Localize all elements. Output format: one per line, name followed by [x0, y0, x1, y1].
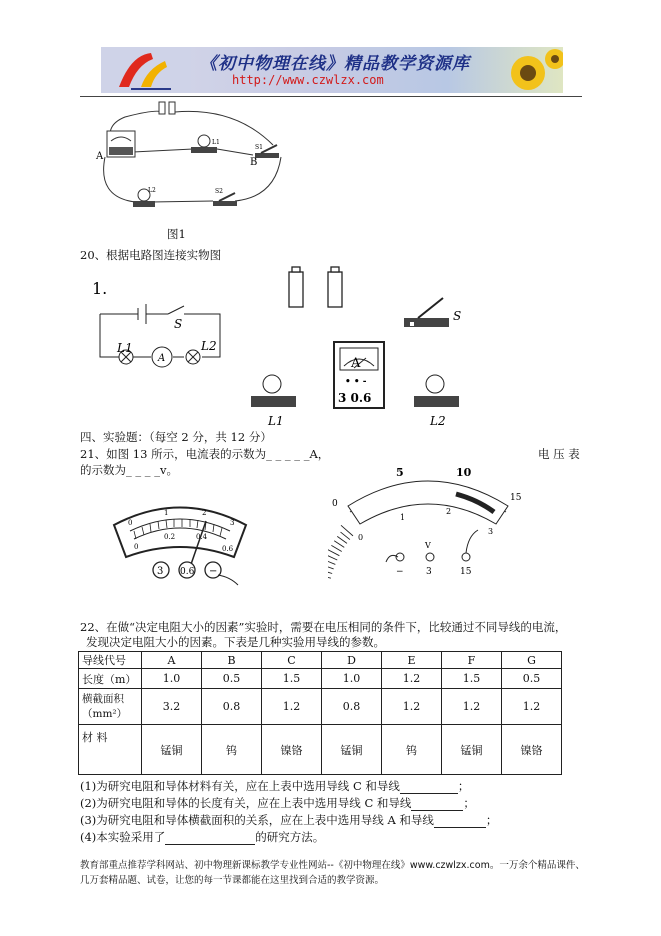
q22-sub4-text: (4)本实验采用了 — [80, 830, 166, 844]
ammeter-signs: • • - — [345, 377, 367, 387]
row-label: 材 料 — [79, 725, 142, 775]
dial-top-tick-1: 1 — [164, 509, 169, 517]
q22-line1: 22、在做“决定电阻大小的因素”实验时，需要在电压相同的条件下，比较通过不同导线的电流， — [80, 620, 567, 634]
label-s2: S2 — [215, 188, 223, 195]
q21-line2: 的示数为_ _ _ _v。 — [80, 463, 178, 477]
table-header-cell: B — [202, 652, 262, 669]
voltmeter-scale-tick — [328, 549, 339, 555]
label-l1: L1 — [212, 139, 220, 146]
q21-line1-right: 电 压 表 — [538, 447, 580, 461]
voltmeter-scale-tick — [331, 545, 341, 551]
q22-sub3 — [80, 813, 497, 828]
table-cell: 1.5 — [262, 669, 322, 689]
table-cell: 钨 — [382, 725, 442, 775]
voltmeter-scale-tick — [328, 560, 335, 565]
terminal-minus: − — [209, 566, 218, 577]
label-s1: S1 — [255, 144, 263, 151]
q22-sub1-text: (1)为研究电阻和导体材料有关，应在上表中选用导线 C 和导线 — [80, 779, 400, 793]
table-header-row — [79, 652, 562, 669]
q22-sub3-text: (3)为研究电阻和导体横截面积的关系，应在上表中选用导线 A 和导线 — [80, 813, 434, 827]
label-a: A — [96, 151, 104, 162]
v-terminal-3: 3 — [426, 567, 432, 577]
site-logo — [101, 47, 191, 93]
battery-pair-physical — [289, 267, 342, 307]
footer-line-2: 几万套精品题、试卷，让您的每一节课都能在这里找到合适的教学资源。 — [80, 875, 385, 886]
answer-blank-1[interactable] — [400, 779, 458, 794]
voltmeter-scale-tick — [328, 565, 334, 569]
table-row — [79, 725, 562, 775]
table-cell: 钨 — [202, 725, 262, 775]
q22-sub4 — [80, 830, 324, 845]
wire-parameter-table — [78, 651, 562, 775]
table-cell: 0.5 — [502, 669, 562, 689]
voltmeter-scale-tick — [334, 541, 344, 548]
physical-label-s: S — [453, 309, 462, 323]
dial-bottom-tick-1: 0.2 — [164, 533, 176, 541]
table-cell: 锰铜 — [142, 725, 202, 775]
voltmeter-dial-figure — [328, 462, 528, 580]
q22-sub2 — [80, 796, 475, 811]
row-label: 横截面积（mm²） — [79, 689, 142, 725]
ammeter-device — [107, 131, 135, 157]
v-small-tick-2: 2 — [446, 507, 452, 516]
table-header-cell: A — [142, 652, 202, 669]
v-big-tick-15: 15 — [510, 493, 522, 503]
physical-label-l2: L2 — [430, 414, 446, 428]
table-header-cell: F — [442, 652, 502, 669]
q21-line1: 21、如图 13 所示，电流表的示数为_ _ _ _ _A， — [80, 447, 330, 461]
q22-sub1-end: ； — [457, 779, 470, 793]
physical-label-l1: L1 — [268, 414, 284, 428]
banner-title: 《初中物理在线》精品教学资源库 — [200, 54, 470, 74]
dial-top-tick-0: 0 — [128, 519, 133, 527]
table-cell: 1.2 — [262, 689, 322, 725]
v-big-tick-5: 5 — [396, 466, 404, 479]
table-cell: 镍铬 — [262, 725, 322, 775]
banner-url[interactable]: http://www.czwlzx.com — [232, 73, 384, 87]
voltmeter-scale-tick — [341, 532, 350, 539]
table-row — [79, 669, 562, 689]
v-terminal-15: 15 — [460, 567, 472, 577]
table-header-cell: D — [322, 652, 382, 669]
table-cell: 1.0 — [142, 669, 202, 689]
q22-sub2-end: ； — [463, 796, 475, 810]
table-cell: 3.2 — [142, 689, 202, 725]
v-small-tick-3: 3 — [488, 527, 494, 536]
table-cell: 0.8 — [202, 689, 262, 725]
v-terminal-minus: − — [396, 567, 404, 577]
table-cell: 1.2 — [442, 689, 502, 725]
battery-pair — [159, 102, 175, 114]
table-row — [79, 689, 562, 725]
q22-sub2-text: (2)为研究电阻和导体的长度有关，应在上表中选用导线 C 和导线 — [80, 796, 412, 810]
figure-1-caption: 图1 — [167, 227, 186, 241]
q22-line2: 发现决定电阻大小的因素。下表是几种实验用导线的参数。 — [86, 635, 385, 649]
table-cell: 1.2 — [382, 669, 442, 689]
v-big-tick-10: 10 — [456, 466, 472, 479]
v-small-tick-0: 0 — [358, 533, 364, 542]
table-cell: 0.8 — [322, 689, 382, 725]
q22-sub1 — [80, 779, 469, 794]
ammeter-face-label: A — [351, 356, 361, 371]
figure-1-circuit — [95, 97, 295, 222]
table-cell: 1.2 — [382, 689, 442, 725]
voltmeter-scale-tick — [328, 570, 332, 573]
q22-sub4-end: 的研究方法。 — [255, 830, 325, 844]
table-cell: 锰铜 — [442, 725, 502, 775]
dial-bottom-tick-2: 0.4 — [196, 533, 208, 541]
table-cell: 镍铬 — [502, 725, 562, 775]
answer-blank-3[interactable] — [434, 813, 486, 828]
dial-top-tick-2: 2 — [202, 509, 207, 517]
table-header-cell: G — [502, 652, 562, 669]
label-b: B — [250, 157, 258, 168]
bulb-l2-physical — [414, 375, 459, 407]
v-unit-label: V — [425, 541, 431, 550]
q20-index: 1. — [92, 279, 108, 298]
section4-heading: 四、实验题：（每空 2 分，共 12 分） — [80, 430, 272, 444]
v-small-tick-1: 1 — [400, 513, 406, 522]
schematic-label-s: S — [174, 317, 183, 331]
switch-physical — [404, 298, 449, 327]
table-cell: 0.5 — [202, 669, 262, 689]
terminal-3: 3 — [157, 566, 164, 577]
sunflower-icon — [483, 47, 563, 93]
table-header-cell: 导线代号 — [79, 652, 142, 669]
schematic-label-a: A — [158, 353, 166, 364]
row-label: 长度（m） — [79, 669, 142, 689]
dial-bottom-tick-0: 0 — [134, 543, 139, 551]
label-l2: L2 — [148, 187, 156, 194]
table-header-cell: E — [382, 652, 442, 669]
v-zero-left: 0 — [332, 499, 338, 509]
voltmeter-scale-tick — [337, 536, 347, 543]
answer-blank-2[interactable] — [411, 796, 463, 811]
voltmeter-scale-tick — [328, 574, 331, 578]
q20-text: 20、根据电路图连接实物图 — [80, 248, 222, 262]
footer-line-1: 教育部重点推荐学科网站、初中物理新课标教学专业性网站--《初中物理在线》www.czwlzx.com。一万余个精品课件、 — [80, 860, 585, 871]
bulb-l1-physical — [251, 375, 296, 407]
q22-sub3-end: ； — [485, 813, 498, 827]
schematic-label-l1: L1 — [117, 341, 133, 355]
answer-blank-4[interactable] — [165, 830, 255, 845]
table-cell: 1.0 — [322, 669, 382, 689]
q20-figure — [88, 262, 488, 432]
ammeter-dial-figure — [110, 495, 250, 587]
schematic-label-l2: L2 — [201, 339, 217, 353]
table-cell: 1.2 — [502, 689, 562, 725]
dial-bottom-tick-3: 0.6 — [222, 545, 234, 553]
dial-top-tick-3: 3 — [230, 519, 235, 527]
table-cell: 1.5 — [442, 669, 502, 689]
ammeter-terminals: 3 0.6 — [338, 391, 372, 405]
voltmeter-scale-tick — [328, 555, 337, 560]
table-cell: 锰铜 — [322, 725, 382, 775]
terminal-0-6: 0.6 — [180, 567, 195, 577]
table-header-cell: C — [262, 652, 322, 669]
